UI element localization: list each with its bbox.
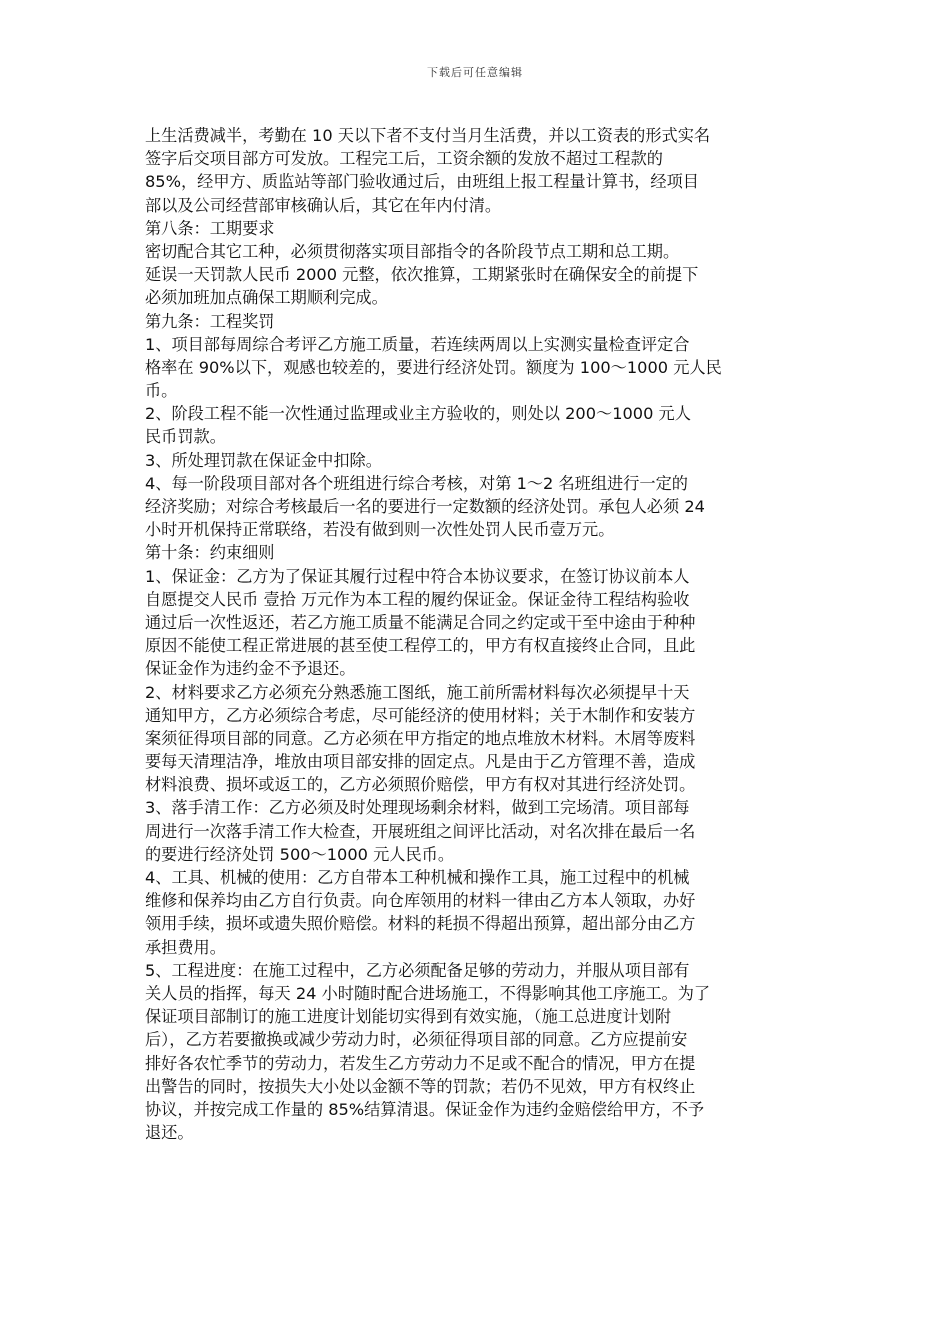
text-line: 保证项目部制订的施工进度计划能切实得到有效实施，（施工总进度计划附 — [145, 1007, 672, 1027]
text-line: 关人员的指挥，每天 24 小时随时配合进场施工，不得影响其他工序施工。为了 — [145, 983, 711, 1003]
text-line: 1、保证金：乙方为了保证其履行过程中符合本协议要求，在签订协议前本人 — [145, 566, 690, 586]
text-line: 延误一天罚款人民币 2000 元整，依次推算，工期紧张时在确保安全的前提下 — [145, 265, 699, 285]
text-line: 必须加班加点确保工期顺利完成。 — [145, 288, 388, 308]
text-line: 4、工具、机械的使用：乙方自带本工种机械和操作工具，施工过程中的机械 — [145, 868, 690, 887]
text-line: 密切配合其它工种，必须贯彻落实项目部指令的各阶段节点工期和总工期。 — [145, 241, 680, 261]
text-line: 自愿提交人民币 壹拾 万元作为本工程的履约保证金。保证金待工程结构验收 — [145, 589, 690, 609]
text-line: 材料浪费、损坏或返工的，乙方必须照价赔偿，甲方有权对其进行经济处罚。 — [145, 775, 696, 795]
text-line: 85%，经甲方、质监站等部门验收通过后，由班组上报工程量计算书，经项目 — [145, 172, 699, 192]
text-line: 维修和保养均由乙方自行负责。向仓库领用的材料一律由乙方本人领取，办好 — [145, 891, 696, 911]
section-heading-article-8: 第八条：工期要求 — [145, 218, 275, 238]
text-line: 退还。 — [145, 1123, 194, 1143]
text-line: 排好各农忙季节的劳动力，若发生乙方劳动力不足或不配合的情况，甲方在提 — [145, 1053, 696, 1073]
document-body — [145, 124, 810, 1144]
section-heading-article-9: 第九条：工程奖罚 — [145, 311, 275, 331]
text-line: 3、所处理罚款在保证金中扣除。 — [145, 450, 382, 470]
text-line: 1、项目部每周综合考评乙方施工质量，若连续两周以上实测实量检查评定合 — [145, 334, 690, 354]
text-line: 经济奖励；对综合考核最后一名的要进行一定数额的经济处罚。承包人必须 24 — [145, 497, 705, 516]
text-line: 4、每一阶段项目部对各个班组进行综合考核，对第 1～2 名班组进行一定的 — [145, 473, 688, 493]
text-line: 小时开机保持正常联络，若没有做到则一次性处罚人民币壹万元。 — [145, 520, 615, 540]
text-line: 出警告的同时，按损失大小处以金额不等的罚款；若仍不见效，甲方有权终止 — [145, 1076, 696, 1096]
text-line: 通知甲方，乙方必须综合考虑，尽可能经济的使用材料；关于木制作和安装方 — [145, 705, 696, 725]
text-line: 5、工程进度：在施工过程中，乙方必须配备足够的劳动力，并服从项目部有 — [145, 960, 690, 980]
text-line: 2、阶段工程不能一次性通过监理或业主方验收的，则处以 200～1000 元人 — [145, 404, 691, 424]
text-line: 原因不能使工程正常进展的甚至使工程停工的，甲方有权直接终止合同，且此 — [145, 636, 696, 656]
text-line: 保证金作为违约金不予退还。 — [145, 659, 356, 679]
text-line: 格率在 90%以下，观感也较差的，要进行经济处罚。额度为 100～1000 元人民 — [145, 357, 722, 377]
text-line: 承担费用。 — [145, 937, 226, 957]
text-line: 要每天清理洁净，堆放由项目部安排的固定点。凡是由于乙方管理不善，造成 — [145, 752, 696, 772]
text-line: 3、落手清工作：乙方必须及时处理现场剩余材料，做到工完场清。项目部每 — [145, 798, 690, 818]
text-line: 的要进行经济处罚 500～1000 元人民币。 — [145, 844, 455, 864]
text-line: 民币罚款。 — [145, 427, 226, 447]
text-line: 案须征得项目部的同意。乙方必须在甲方指定的地点堆放木材料。木屑等废料 — [145, 728, 696, 748]
section-heading-article-10: 第十条：约束细则 — [145, 543, 275, 563]
text-line: 周进行一次落手清工作大检查，开展班组之间评比活动，对名次排在最后一名 — [145, 821, 696, 841]
text-line: 2、材料要求乙方必须充分熟悉施工图纸，施工前所需材料每次必须提早十天 — [145, 682, 690, 702]
text-line: 上生活费减半，考勤在 10 天以下者不支付当月生活费，并以工资表的形式实名 — [145, 126, 711, 145]
text-line: 部以及公司经营部审核确认后，其它在年内付清。 — [145, 195, 502, 215]
text-line: 后），乙方若要撤换或减少劳动力时，必须征得项目部的同意。乙方应提前安 — [145, 1030, 688, 1050]
text-line: 签字后交项目部方可发放。工程完工后，工资余额的发放不超过工程款的 — [145, 149, 663, 169]
page-header-note: 下载后可任意编辑 — [427, 66, 523, 79]
text-line: 协议，并按完成工作量的 85%结算清退。保证金作为违约金赔偿给甲方，不予 — [145, 1099, 705, 1119]
text-line: 通过后一次性返还，若乙方施工质量不能满足合同之约定或干至中途由于种种 — [145, 612, 696, 632]
text-line: 币。 — [145, 381, 178, 401]
text-line: 领用手续，损坏或遗失照价赔偿。材料的耗损不得超出预算，超出部分由乙方 — [145, 914, 696, 934]
